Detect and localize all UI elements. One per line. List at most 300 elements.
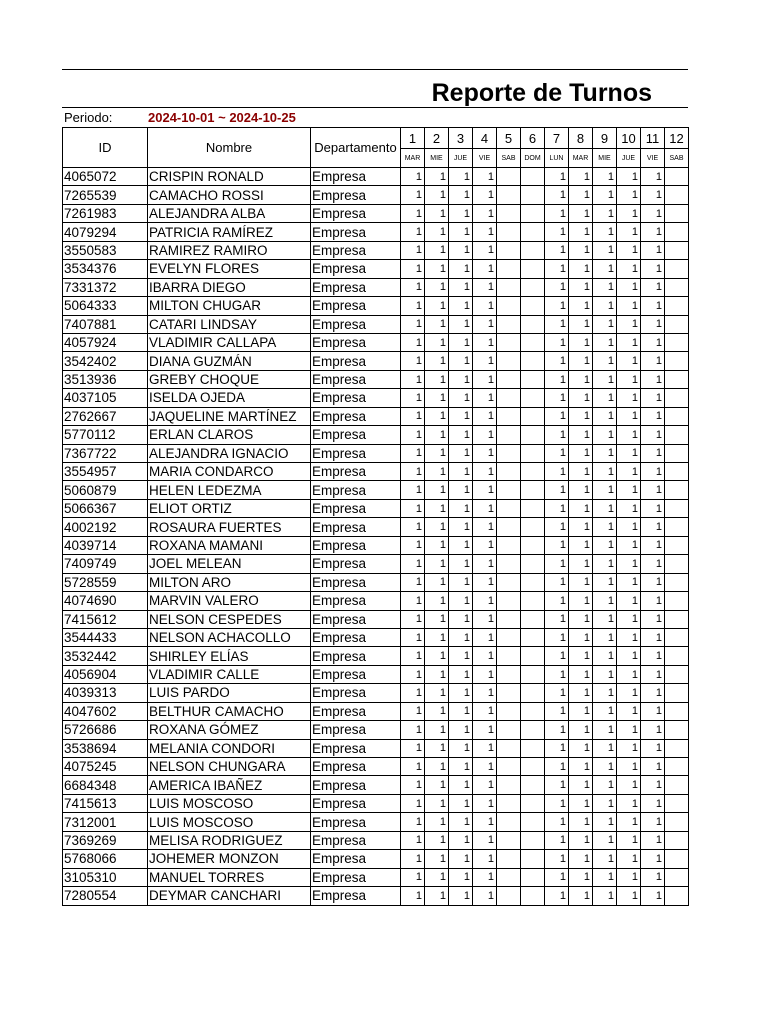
employee-id-cell: 4037105 <box>63 389 148 407</box>
shift-cell: 1 <box>569 868 593 886</box>
shift-cell: 1 <box>641 573 665 591</box>
shift-cell: 1 <box>641 555 665 573</box>
shift-cell: 1 <box>641 297 665 315</box>
shift-cell: 1 <box>641 813 665 831</box>
header-day-of-week: SAB <box>665 149 689 168</box>
shift-cell: 1 <box>401 499 425 517</box>
header-day-number: 4 <box>473 128 497 149</box>
employee-id-cell: 4065072 <box>63 168 148 186</box>
shift-cell <box>665 813 689 831</box>
shift-cell: 1 <box>473 536 497 554</box>
shift-cell: 1 <box>425 168 449 186</box>
shift-cell: 1 <box>449 186 473 204</box>
shift-cell: 1 <box>473 481 497 499</box>
shift-cell: 1 <box>449 721 473 739</box>
employee-name-cell: BELTHUR CAMACHO <box>148 702 311 720</box>
shift-cell: 1 <box>473 850 497 868</box>
employee-id-cell: 7331372 <box>63 278 148 296</box>
shift-cell: 1 <box>593 721 617 739</box>
shift-cell: 1 <box>593 794 617 812</box>
shift-cell <box>521 573 545 591</box>
shift-cell: 1 <box>593 389 617 407</box>
table-row <box>63 333 689 351</box>
employee-id-cell: 3554957 <box>63 463 148 481</box>
shift-cell: 1 <box>473 389 497 407</box>
department-cell: Empresa <box>311 739 401 757</box>
shift-cell: 1 <box>617 555 641 573</box>
shift-cell: 1 <box>593 555 617 573</box>
shift-cell: 1 <box>425 223 449 241</box>
shift-cell: 1 <box>449 758 473 776</box>
shift-cell: 1 <box>569 813 593 831</box>
table-row <box>63 260 689 278</box>
shift-cell: 1 <box>593 758 617 776</box>
header-day-number: 9 <box>593 128 617 149</box>
table-row <box>63 444 689 462</box>
table-row <box>63 481 689 499</box>
shift-cell: 1 <box>617 297 641 315</box>
shift-cell <box>521 333 545 351</box>
shift-cell: 1 <box>545 665 569 683</box>
header-department: Departamento <box>311 128 401 168</box>
shift-cell: 1 <box>593 702 617 720</box>
shift-cell: 1 <box>473 352 497 370</box>
shift-cell: 1 <box>617 536 641 554</box>
shift-cell: 1 <box>593 481 617 499</box>
shift-cell <box>521 887 545 905</box>
shift-cell <box>521 739 545 757</box>
shift-cell: 1 <box>545 555 569 573</box>
shift-cell <box>497 168 521 186</box>
shift-cell: 1 <box>593 665 617 683</box>
shift-cell: 1 <box>641 463 665 481</box>
shift-cell: 1 <box>401 647 425 665</box>
shift-cell: 1 <box>473 278 497 296</box>
shift-cell: 1 <box>569 794 593 812</box>
shift-cell <box>497 573 521 591</box>
table-row <box>63 573 689 591</box>
shift-cell <box>497 665 521 683</box>
department-cell: Empresa <box>311 850 401 868</box>
shift-cell <box>521 868 545 886</box>
employee-id-cell: 4002192 <box>63 518 148 536</box>
shift-cell: 1 <box>593 297 617 315</box>
shift-cell: 1 <box>425 260 449 278</box>
shift-cell: 1 <box>545 260 569 278</box>
shift-cell: 1 <box>473 444 497 462</box>
employee-name-cell: ISELDA OJEDA <box>148 389 311 407</box>
table-row <box>63 868 689 886</box>
employee-id-cell: 7367722 <box>63 444 148 462</box>
shift-cell <box>665 370 689 388</box>
shift-cell: 1 <box>401 204 425 222</box>
shift-cell: 1 <box>641 278 665 296</box>
department-cell: Empresa <box>311 647 401 665</box>
period-label: Periodo: <box>64 110 113 125</box>
shift-cell <box>521 850 545 868</box>
shift-cell: 1 <box>401 739 425 757</box>
shift-cell: 1 <box>641 499 665 517</box>
shift-cell: 1 <box>545 573 569 591</box>
shift-cell: 1 <box>593 407 617 425</box>
table-row <box>63 499 689 517</box>
shift-cell: 1 <box>449 352 473 370</box>
shift-cell: 1 <box>545 868 569 886</box>
shift-cell: 1 <box>545 168 569 186</box>
department-cell: Empresa <box>311 168 401 186</box>
shift-cell <box>521 168 545 186</box>
employee-name-cell: JAQUELINE MARTÍNEZ <box>148 407 311 425</box>
shift-cell: 1 <box>641 702 665 720</box>
employee-name-cell: CAMACHO ROSSI <box>148 186 311 204</box>
department-cell: Empresa <box>311 813 401 831</box>
employee-name-cell: NELSON CESPEDES <box>148 610 311 628</box>
shift-cell: 1 <box>617 758 641 776</box>
shift-cell: 1 <box>569 536 593 554</box>
shift-cell <box>665 223 689 241</box>
employee-id-cell: 5060879 <box>63 481 148 499</box>
table-row <box>63 518 689 536</box>
shift-cell: 1 <box>425 186 449 204</box>
shift-cell: 1 <box>569 702 593 720</box>
shift-cell: 1 <box>593 499 617 517</box>
table-row <box>63 813 689 831</box>
shift-cell <box>497 370 521 388</box>
employee-id-cell: 7261983 <box>63 204 148 222</box>
table-row <box>63 831 689 849</box>
shift-cell: 1 <box>593 352 617 370</box>
shift-cell: 1 <box>569 573 593 591</box>
shift-cell: 1 <box>593 370 617 388</box>
shift-cell: 1 <box>425 665 449 683</box>
shift-cell: 1 <box>617 813 641 831</box>
shift-cell: 1 <box>569 241 593 259</box>
table-row <box>63 665 689 683</box>
table-row <box>63 463 689 481</box>
shift-cell: 1 <box>617 684 641 702</box>
shift-cell: 1 <box>617 241 641 259</box>
shift-cell <box>665 555 689 573</box>
employee-id-cell: 7415612 <box>63 610 148 628</box>
shift-cell: 1 <box>449 407 473 425</box>
shift-cell: 1 <box>449 592 473 610</box>
shift-cell <box>665 536 689 554</box>
shift-cell: 1 <box>449 536 473 554</box>
shift-cell <box>497 223 521 241</box>
shift-cell: 1 <box>449 389 473 407</box>
shift-cell: 1 <box>641 204 665 222</box>
shift-cell <box>665 444 689 462</box>
employee-id-cell: 4047602 <box>63 702 148 720</box>
employee-id-cell: 3542402 <box>63 352 148 370</box>
shift-cell: 1 <box>401 518 425 536</box>
employee-name-cell: ALEJANDRA ALBA <box>148 204 311 222</box>
shift-cell: 1 <box>617 665 641 683</box>
header-day-of-week: MAR <box>569 149 593 168</box>
shift-cell: 1 <box>593 333 617 351</box>
employee-name-cell: MELANIA CONDORI <box>148 739 311 757</box>
shift-cell: 1 <box>449 297 473 315</box>
employee-name-cell: MELISA RODRIGUEZ <box>148 831 311 849</box>
shift-cell: 1 <box>593 518 617 536</box>
shift-cell: 1 <box>425 278 449 296</box>
shift-cell <box>521 407 545 425</box>
shift-cell: 1 <box>617 702 641 720</box>
shift-cell: 1 <box>449 481 473 499</box>
employee-name-cell: GREBY CHOQUE <box>148 370 311 388</box>
department-cell: Empresa <box>311 389 401 407</box>
shift-cell: 1 <box>593 186 617 204</box>
employee-name-cell: DIANA GUZMÁN <box>148 352 311 370</box>
shift-cell: 1 <box>473 813 497 831</box>
shift-cell <box>497 426 521 444</box>
shift-cell: 1 <box>593 241 617 259</box>
shift-cell: 1 <box>473 223 497 241</box>
shift-cell: 1 <box>569 370 593 388</box>
shift-cell: 1 <box>569 444 593 462</box>
shift-cell: 1 <box>401 370 425 388</box>
shift-cell: 1 <box>617 352 641 370</box>
shift-cell: 1 <box>641 610 665 628</box>
shift-cell: 1 <box>473 333 497 351</box>
shift-cell <box>665 333 689 351</box>
shift-cell: 1 <box>473 241 497 259</box>
shift-cell: 1 <box>449 684 473 702</box>
shift-cell: 1 <box>401 352 425 370</box>
table-row <box>63 739 689 757</box>
header-day-number: 1 <box>401 128 425 149</box>
header-day-number: 3 <box>449 128 473 149</box>
shift-cell: 1 <box>617 223 641 241</box>
shift-cell: 1 <box>401 776 425 794</box>
employee-id-cell: 3550583 <box>63 241 148 259</box>
shift-cell: 1 <box>545 628 569 646</box>
shift-cell: 1 <box>617 444 641 462</box>
shift-cell: 1 <box>401 333 425 351</box>
shift-cell: 1 <box>449 223 473 241</box>
shift-cell <box>665 684 689 702</box>
department-cell: Empresa <box>311 794 401 812</box>
shift-cell <box>665 260 689 278</box>
employee-name-cell: ALEJANDRA IGNACIO <box>148 444 311 462</box>
shift-cell <box>665 315 689 333</box>
shift-cell: 1 <box>569 665 593 683</box>
department-cell: Empresa <box>311 518 401 536</box>
shift-cell: 1 <box>449 665 473 683</box>
shift-cell: 1 <box>401 684 425 702</box>
header-day-of-week: MIE <box>425 149 449 168</box>
employee-id-cell: 3105310 <box>63 868 148 886</box>
employee-name-cell: MILTON CHUGAR <box>148 297 311 315</box>
department-cell: Empresa <box>311 684 401 702</box>
employee-name-cell: IBARRA DIEGO <box>148 278 311 296</box>
shift-cell: 1 <box>449 702 473 720</box>
department-cell: Empresa <box>311 831 401 849</box>
shift-cell: 1 <box>617 850 641 868</box>
shift-cell: 1 <box>641 665 665 683</box>
shift-cell: 1 <box>641 481 665 499</box>
shift-cell: 1 <box>425 831 449 849</box>
employee-id-cell: 4056904 <box>63 665 148 683</box>
employee-id-cell: 4039313 <box>63 684 148 702</box>
employee-name-cell: LUIS MOSCOSO <box>148 794 311 812</box>
shift-cell: 1 <box>593 278 617 296</box>
shift-cell: 1 <box>593 776 617 794</box>
shift-cell: 1 <box>473 647 497 665</box>
shift-cell <box>497 758 521 776</box>
table-row <box>63 628 689 646</box>
shift-cell: 1 <box>569 426 593 444</box>
shift-cell: 1 <box>617 481 641 499</box>
employee-id-cell: 7265539 <box>63 186 148 204</box>
table-row <box>63 389 689 407</box>
shift-cell: 1 <box>449 333 473 351</box>
shift-cell <box>665 168 689 186</box>
shift-cell <box>665 389 689 407</box>
department-cell: Empresa <box>311 610 401 628</box>
shift-cell: 1 <box>569 592 593 610</box>
shift-cell <box>497 536 521 554</box>
shift-cell: 1 <box>617 794 641 812</box>
shift-cell: 1 <box>425 610 449 628</box>
employee-name-cell: NELSON CHUNGARA <box>148 758 311 776</box>
shift-cell <box>521 518 545 536</box>
header-day-of-week: VIE <box>641 149 665 168</box>
employee-name-cell: JOHEMER MONZON <box>148 850 311 868</box>
shift-cell <box>497 813 521 831</box>
shift-cell <box>497 389 521 407</box>
shift-cell <box>521 297 545 315</box>
shift-cell: 1 <box>401 481 425 499</box>
department-cell: Empresa <box>311 315 401 333</box>
department-cell: Empresa <box>311 370 401 388</box>
shift-cell <box>521 610 545 628</box>
shift-cell <box>521 352 545 370</box>
table-row <box>63 758 689 776</box>
shift-cell: 1 <box>401 813 425 831</box>
shift-cell: 1 <box>569 333 593 351</box>
period-value: 2024-10-01 ~ 2024-10-25 <box>148 110 296 125</box>
department-cell: Empresa <box>311 223 401 241</box>
shift-cell: 1 <box>641 647 665 665</box>
shift-cell: 1 <box>425 297 449 315</box>
shift-cell: 1 <box>401 186 425 204</box>
shift-cell: 1 <box>545 370 569 388</box>
department-cell: Empresa <box>311 204 401 222</box>
shift-cell: 1 <box>449 850 473 868</box>
shift-cell <box>665 241 689 259</box>
shift-cell: 1 <box>425 868 449 886</box>
shift-cell: 1 <box>545 647 569 665</box>
shift-cell: 1 <box>425 536 449 554</box>
employee-id-cell: 6684348 <box>63 776 148 794</box>
department-cell: Empresa <box>311 887 401 905</box>
shift-cell: 1 <box>449 499 473 517</box>
department-cell: Empresa <box>311 536 401 554</box>
shift-cell <box>521 555 545 573</box>
shift-cell: 1 <box>617 518 641 536</box>
shift-cell: 1 <box>449 260 473 278</box>
shift-cell <box>665 204 689 222</box>
table-row <box>63 426 689 444</box>
shift-cell: 1 <box>545 684 569 702</box>
department-cell: Empresa <box>311 758 401 776</box>
department-cell: Empresa <box>311 352 401 370</box>
shift-cell <box>497 684 521 702</box>
employee-name-cell: VLADIMIR CALLE <box>148 665 311 683</box>
shift-cell: 1 <box>401 297 425 315</box>
shift-cell <box>497 794 521 812</box>
shift-cell: 1 <box>473 186 497 204</box>
shift-cell <box>665 887 689 905</box>
shift-cell: 1 <box>569 628 593 646</box>
shift-cell: 1 <box>545 831 569 849</box>
shift-cell: 1 <box>569 186 593 204</box>
shift-cell <box>521 813 545 831</box>
shift-cell: 1 <box>641 260 665 278</box>
shift-cell: 1 <box>449 739 473 757</box>
shift-cell <box>665 665 689 683</box>
shift-cell: 1 <box>425 333 449 351</box>
shift-cell: 1 <box>641 389 665 407</box>
shift-cell <box>665 407 689 425</box>
shift-cell: 1 <box>617 868 641 886</box>
shift-cell: 1 <box>473 628 497 646</box>
shift-cell: 1 <box>617 333 641 351</box>
shift-cell <box>665 463 689 481</box>
shift-cell: 1 <box>545 536 569 554</box>
employee-id-cell: 5770112 <box>63 426 148 444</box>
shift-cell: 1 <box>401 260 425 278</box>
department-cell: Empresa <box>311 868 401 886</box>
employee-id-cell: 2762667 <box>63 407 148 425</box>
shift-cell: 1 <box>545 702 569 720</box>
shift-cell: 1 <box>545 444 569 462</box>
department-cell: Empresa <box>311 241 401 259</box>
shift-cell: 1 <box>641 794 665 812</box>
shift-cell: 1 <box>569 555 593 573</box>
header-day-of-week: VIE <box>473 149 497 168</box>
shift-cell: 1 <box>425 555 449 573</box>
shift-cell: 1 <box>569 850 593 868</box>
shift-cell: 1 <box>401 463 425 481</box>
employee-name-cell: MARVIN VALERO <box>148 592 311 610</box>
table-row <box>63 297 689 315</box>
employee-id-cell: 3538694 <box>63 739 148 757</box>
shift-cell: 1 <box>617 278 641 296</box>
table-row <box>63 647 689 665</box>
shift-cell: 1 <box>641 352 665 370</box>
employee-id-cell: 5064333 <box>63 297 148 315</box>
shift-cell: 1 <box>425 204 449 222</box>
shift-cell: 1 <box>617 370 641 388</box>
shift-cell: 1 <box>593 204 617 222</box>
shift-cell: 1 <box>425 315 449 333</box>
employee-id-cell: 4039714 <box>63 536 148 554</box>
employee-name-cell: MARIA CONDARCO <box>148 463 311 481</box>
employee-id-cell: 4079294 <box>63 223 148 241</box>
department-cell: Empresa <box>311 499 401 517</box>
employee-id-cell: 7312001 <box>63 813 148 831</box>
employee-name-cell: SHIRLEY ELÍAS <box>148 647 311 665</box>
department-cell: Empresa <box>311 721 401 739</box>
shift-cell: 1 <box>545 204 569 222</box>
shift-cell: 1 <box>425 463 449 481</box>
shift-cell <box>665 610 689 628</box>
shift-cell: 1 <box>425 721 449 739</box>
shift-cell: 1 <box>569 389 593 407</box>
shift-cell: 1 <box>617 831 641 849</box>
